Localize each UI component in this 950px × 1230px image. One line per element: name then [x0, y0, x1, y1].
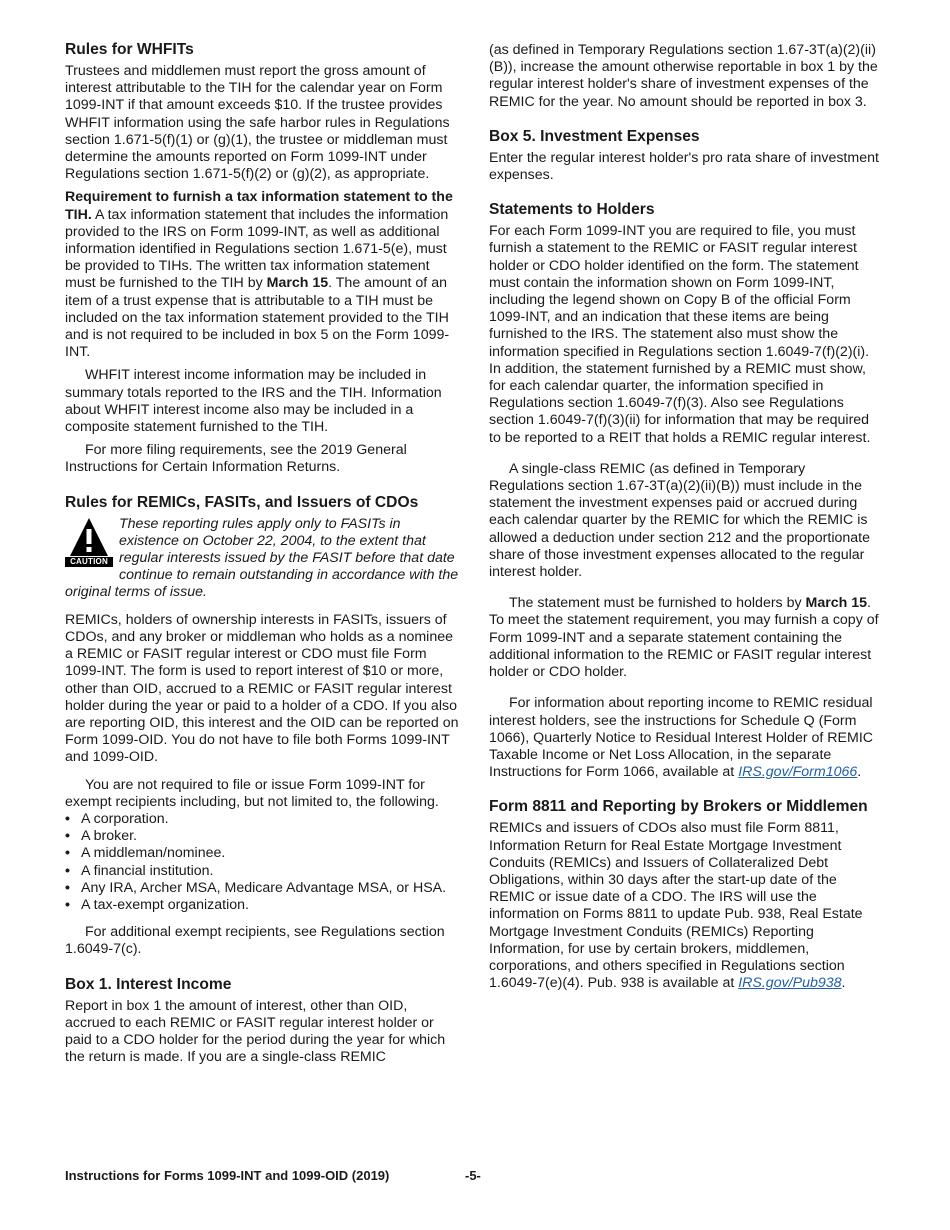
- heading-box1: Box 1. Interest Income: [65, 975, 232, 993]
- caution-note: [65, 516, 460, 602]
- heading-form8811: Form 8811 and Reporting by Brokers or Middlemen: [489, 798, 868, 816]
- paragraph: REMICs, holders of ownership interests in FASITs, issuers of CDOs, and any broker or middleman who holds as a nominee a REMIC or FASIT regular interest or CDO must file Form 1099-INT. The form is used to report interest of $10 or more, other than OID, accrued to a REMIC or FASIT regular interest holder during the year or paid to a holder of a CDO. If you also are reporting OID, this interest and the OID can be reported on Form 1099-OID. You do not have to file both Forms 1099-INT and 1099-OID.: [65, 611, 459, 766]
- list-item: • A financial institution.: [65, 863, 460, 880]
- paragraph: For more filing requirements, see the 2019 General Instructions for Certain Information Returns.: [65, 442, 407, 476]
- caution-label: CAUTION: [65, 557, 113, 567]
- section-statements: [489, 200, 884, 781]
- list-item: • A tax-exempt organization.: [65, 897, 460, 914]
- date-bold: March 15: [266, 275, 329, 292]
- paragraph: [489, 820, 884, 992]
- left-column: [65, 40, 460, 1066]
- text-run: The statement must be furnished to holders by: [509, 595, 806, 612]
- link-form1066[interactable]: IRS.gov/Form1066: [738, 764, 858, 781]
- paragraph: [489, 595, 884, 681]
- text-run: For information about reporting income to REMIC residual interest holders, see the instructions for Schedule Q (Form 1066), Quarterly Notice to Residual Interest Holder of REMIC Taxable Income or Net Loss Allocation, in the separate Instructions for Form 1066, available at: [489, 695, 874, 781]
- text-run: . To meet the statement requirement, you may furnish a copy of Form 1099-INT and a separate statement containing the additional information to the REMIC or FASIT regular interest holder or CDO holder.: [489, 595, 879, 681]
- paragraph: You are not required to file or issue Form 1099-INT for exempt recipients including, but not limited to, the following.: [65, 776, 439, 810]
- heading-remic: Rules for REMICs, FASITs, and Issuers of CDOs: [65, 493, 419, 511]
- paragraph: A single-class REMIC (as defined in Temporary Regulations section 1.67-3T(a)(2)(ii)(B)) must include in the statement the investment expenses paid or accrued during each calendar quarter by the REMIC for which the REMIC is allowed a deduction under section 212 and the proportionate share of those investment expenses allocated to the regular interest holder.: [489, 460, 870, 581]
- paragraph: For each Form 1099-INT you are required to file, you must furnish a statement to the REMIC or FASIT regular interest holder or CDO holder identified on the form. The statement must contain the information shown on Form 1099-INT, including the legend shown on Copy B of the official Form 1099-INT, and an indication that these items are being furnished to the IRS. The statement also must show the information specified in Regulations section 1.6049-7(f)(2)(i). In addition, the statement furnished by a REMIC must show, for each calendar quarter, the information specified in Regulations section 1.6049-7(f)(3). Also see Regulations section 1.6049-7(f)(3)(ii) for information that may be required to be reported to a REIT that holds a REMIC regular interest.: [489, 223, 871, 446]
- paragraph-requirement: [65, 189, 460, 361]
- date-bold: March 15: [805, 595, 868, 612]
- caution-icon: [65, 517, 113, 569]
- run-in-heading: Requirement to furnish a tax information statement to the TIH.: [65, 189, 453, 223]
- page-number: -5-: [465, 1168, 481, 1183]
- text-run: . The amount of an item of a trust expense that is attributable to a TIH must be included on the tax information statement provided to the TIH and is not required to be included in box 5 on the Form 1099-INT.: [65, 275, 450, 361]
- caution-text: These reporting rules apply only to FASITs in existence on October 22, 2004, to the extent that regular interests issued by the FASIT before that date continue to remain outstanding in accordance with the original terms of issue.: [65, 515, 459, 601]
- paragraph: Enter the regular interest holder's pro rata share of investment expenses.: [489, 149, 879, 184]
- text-run: .: [841, 975, 846, 992]
- heading-whfit: Rules for WHFITs: [65, 41, 194, 58]
- section-whfit: [65, 40, 460, 477]
- footer-title: Instructions for Forms 1099-INT and 1099-OID (2019): [65, 1168, 390, 1183]
- warning-triangle-icon: [69, 517, 109, 557]
- section-form8811: [489, 797, 884, 992]
- section-remic: [65, 493, 460, 959]
- list-item: • Any IRA, Archer MSA, Medicare Advantage MSA, or HSA.: [65, 880, 460, 897]
- text-run: A tax information statement that includes the information provided to the IRS on Form 1099-INT, as well as additional information identified in Regulations section 1.671-5(e), must be provided to TIHs. The written tax information statement must be furnished to the TIH by: [65, 206, 449, 292]
- paragraph: Trustees and middlemen must report the gross amount of interest attributable to the TIH for the calendar year on Form 1099-INT if that amount exceeds $10. If the trustee provides WHFIT information using the safe harbor rules in Regulations section 1.671-5(f)(1) or (g)(1), the trustee or middleman must determine the amounts reported on Form 1099-INT under Regulations section 1.671-5(f)(2) or (g)(2), as appropriate.: [65, 63, 450, 183]
- paragraph: For additional exempt recipients, see Regulations section 1.6049-7(c).: [65, 924, 445, 958]
- paragraph: Report in box 1 the amount of interest, other than OID, accrued to each REMIC or FASIT regular interest holder or paid to a CDO holder for the period during the year for which the return is made. If you are a single-class REMIC: [65, 997, 446, 1066]
- list-item: • A middleman/nominee.: [65, 845, 460, 862]
- section-box1: [65, 975, 460, 1067]
- link-pub938[interactable]: IRS.gov/Pub938: [738, 975, 842, 992]
- heading-statements: Statements to Holders: [489, 201, 655, 219]
- exempt-recipients-list: [65, 811, 460, 914]
- right-column: [489, 42, 884, 992]
- paragraph-continued: (as defined in Temporary Regulations section 1.67-3T(a)(2)(ii)(B)), increase the amount otherwise reportable in box 1 by the regular interest holder's share of investment expenses of the REMIC for the year. No amount should be reported in box 3.: [489, 42, 878, 110]
- paragraph: WHFIT interest income information may be included in summary totals reported to the IRS and the TIH. Information about WHFIT interest income also may be included in a composite statement furnished to the TIH.: [65, 367, 442, 436]
- list-item: • A broker.: [65, 828, 460, 845]
- text-run: .: [857, 764, 862, 781]
- paragraph: [489, 695, 884, 781]
- heading-box5: Box 5. Investment Expenses: [489, 127, 700, 145]
- text-run: REMICs and issuers of CDOs also must file Form 8811, Information Return for Real Estate Mortgage Investment Conduits (REMICs) and Issuers of Collateralized Debt Obligations, within 30 days after the start-up date of the REMIC or issue date of a CDO. The IRS will use the information on Forms 8811 to update Pub. 938, Real Estate Mortgage Investment Conduits (REMICs) Reporting Information, for use by certain brokers, middlemen, corporations, and others specified in Regulations section 1.6049-7(e)(4). Pub. 938 is available at: [489, 820, 863, 992]
- section-box5: [489, 127, 884, 184]
- list-item: • A corporation.: [65, 811, 460, 828]
